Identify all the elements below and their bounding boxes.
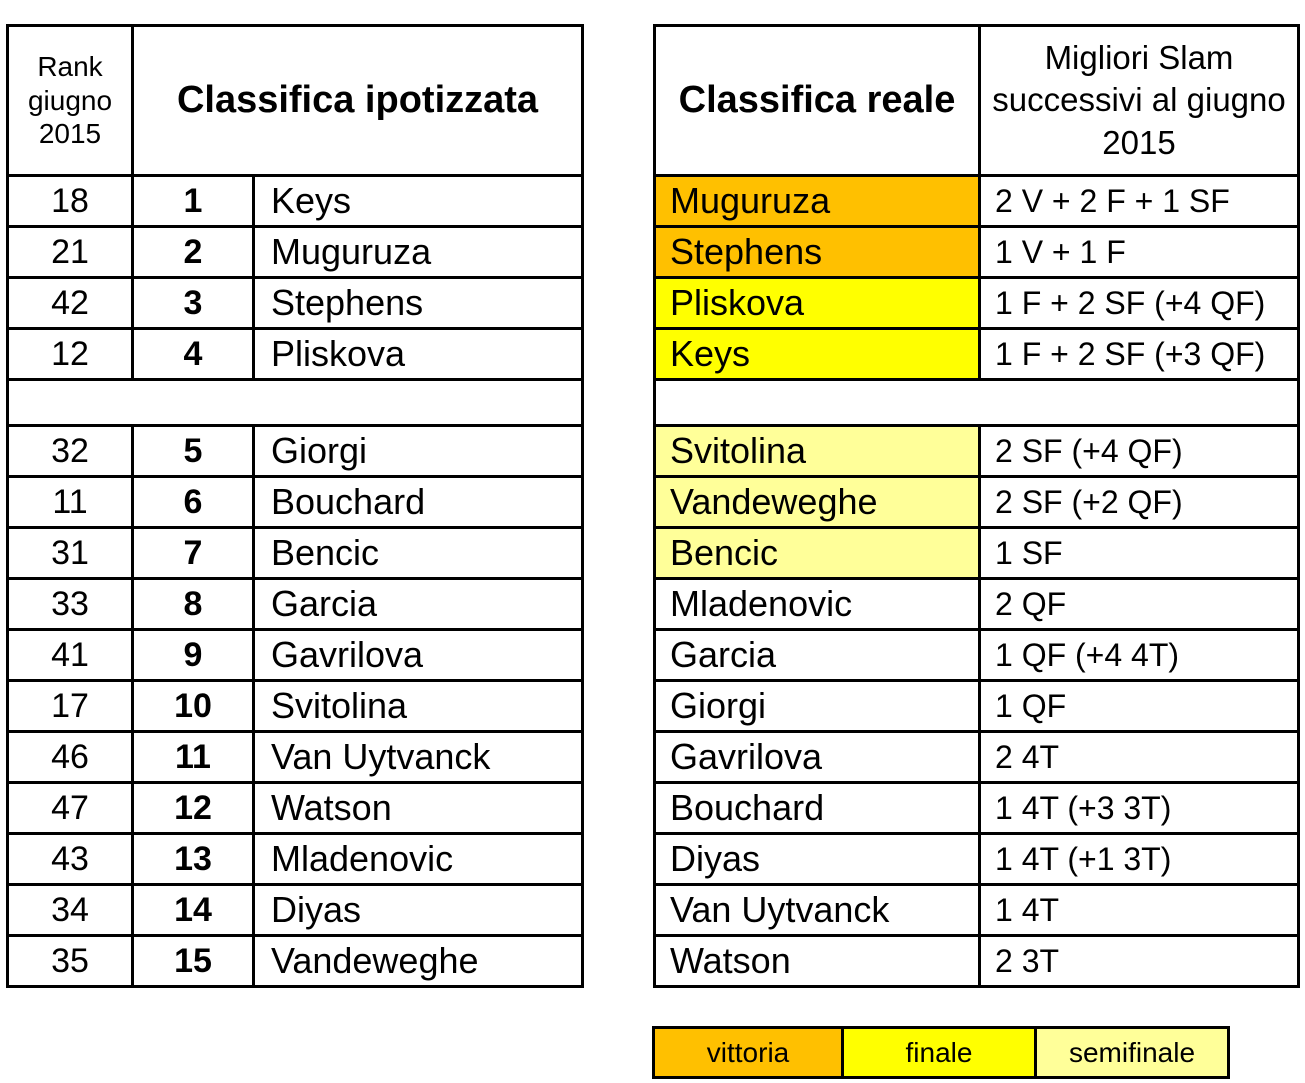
real-name-cell: Stephens <box>655 227 980 278</box>
player-name-cell: Vandeweghe <box>254 936 583 987</box>
slam-result-cell: 2 SF (+2 QF) <box>980 477 1299 528</box>
table-row <box>8 176 583 227</box>
player-name-cell: Garcia <box>254 579 583 630</box>
separator-row <box>655 380 1299 426</box>
slam-result-cell: 2 SF (+4 QF) <box>980 426 1299 477</box>
player-name-cell: Watson <box>254 783 583 834</box>
player-name-cell: Muguruza <box>254 227 583 278</box>
table-row <box>8 426 583 477</box>
hyp-rank-cell: 3 <box>133 278 254 329</box>
hyp-rank-cell: 14 <box>133 885 254 936</box>
table-row <box>655 278 1299 329</box>
june-rank-cell: 35 <box>8 936 133 987</box>
real-name-cell: Watson <box>655 936 980 987</box>
table-row <box>655 426 1299 477</box>
table-row <box>8 834 583 885</box>
real-name-cell: Vandeweghe <box>655 477 980 528</box>
table-row <box>8 528 583 579</box>
table-row <box>8 579 583 630</box>
table-row <box>8 936 583 987</box>
separator-cell <box>655 380 1299 426</box>
legend-row <box>654 1028 1229 1078</box>
table-row <box>8 278 583 329</box>
june-rank-cell: 18 <box>8 176 133 227</box>
classifica-ipotizzata-title: Classifica ipotizzata <box>133 26 583 176</box>
player-name-cell: Gavrilova <box>254 630 583 681</box>
june-rank-cell: 33 <box>8 579 133 630</box>
real-name-cell: Giorgi <box>655 681 980 732</box>
player-name-cell: Stephens <box>254 278 583 329</box>
table-row <box>655 834 1299 885</box>
table-row <box>655 176 1299 227</box>
highlight-legend <box>652 1026 1230 1079</box>
hyp-rank-cell: 10 <box>133 681 254 732</box>
player-name-cell: Mladenovic <box>254 834 583 885</box>
slam-result-cell: 1 4T (+3 3T) <box>980 783 1299 834</box>
june-rank-cell: 21 <box>8 227 133 278</box>
june-rank-cell: 41 <box>8 630 133 681</box>
player-name-cell: Diyas <box>254 885 583 936</box>
hypothesized-ranking-table <box>6 24 584 988</box>
player-name-cell: Bencic <box>254 528 583 579</box>
june-rank-cell: 43 <box>8 834 133 885</box>
hyp-rank-cell: 4 <box>133 329 254 380</box>
real-name-cell: Muguruza <box>655 176 980 227</box>
slam-result-cell: 2 V + 2 F + 1 SF <box>980 176 1299 227</box>
player-name-cell: Keys <box>254 176 583 227</box>
real-name-cell: Garcia <box>655 630 980 681</box>
hyp-rank-cell: 12 <box>133 783 254 834</box>
hyp-rank-cell: 2 <box>133 227 254 278</box>
hyp-rank-cell: 6 <box>133 477 254 528</box>
table-row <box>655 936 1299 987</box>
separator-row <box>8 380 583 426</box>
table-row <box>655 681 1299 732</box>
june-rank-cell: 31 <box>8 528 133 579</box>
rank-june-2015-header: Rank giugno 2015 <box>8 26 133 176</box>
real-name-cell: Diyas <box>655 834 980 885</box>
slam-result-cell: 2 QF <box>980 579 1299 630</box>
real-ranking-table <box>653 24 1300 988</box>
player-name-cell: Svitolina <box>254 681 583 732</box>
slam-result-cell: 1 F + 2 SF (+4 QF) <box>980 278 1299 329</box>
table-row <box>8 630 583 681</box>
left-table-header-row <box>8 26 583 176</box>
slam-result-cell: 1 QF <box>980 681 1299 732</box>
table-row <box>8 783 583 834</box>
table-row <box>655 227 1299 278</box>
slam-result-cell: 1 SF <box>980 528 1299 579</box>
hyp-rank-cell: 7 <box>133 528 254 579</box>
player-name-cell: Bouchard <box>254 477 583 528</box>
real-name-cell: Pliskova <box>655 278 980 329</box>
hyp-rank-cell: 9 <box>133 630 254 681</box>
june-rank-cell: 12 <box>8 329 133 380</box>
table-row <box>8 227 583 278</box>
table-row <box>8 329 583 380</box>
real-name-cell: Svitolina <box>655 426 980 477</box>
june-rank-cell: 11 <box>8 477 133 528</box>
player-name-cell: Van Uytvanck <box>254 732 583 783</box>
table-row <box>655 579 1299 630</box>
hyp-rank-cell: 11 <box>133 732 254 783</box>
table-row <box>655 477 1299 528</box>
june-rank-cell: 42 <box>8 278 133 329</box>
june-rank-cell: 32 <box>8 426 133 477</box>
june-rank-cell: 17 <box>8 681 133 732</box>
june-rank-cell: 34 <box>8 885 133 936</box>
table-row <box>8 681 583 732</box>
table-row <box>655 885 1299 936</box>
legend-item-semifinale: semifinale <box>1036 1028 1229 1078</box>
slam-result-cell: 2 3T <box>980 936 1299 987</box>
table-row <box>655 732 1299 783</box>
slam-result-cell: 1 QF (+4 4T) <box>980 630 1299 681</box>
real-name-cell: Bouchard <box>655 783 980 834</box>
hyp-rank-cell: 5 <box>133 426 254 477</box>
slam-result-cell: 2 4T <box>980 732 1299 783</box>
table-row <box>655 528 1299 579</box>
legend-item-finale: finale <box>843 1028 1036 1078</box>
real-name-cell: Gavrilova <box>655 732 980 783</box>
hyp-rank-cell: 8 <box>133 579 254 630</box>
real-name-cell: Bencic <box>655 528 980 579</box>
hyp-rank-cell: 1 <box>133 176 254 227</box>
slam-result-cell: 1 4T <box>980 885 1299 936</box>
migliori-slam-header: Migliori Slam successivi al giugno 2015 <box>980 26 1299 176</box>
table-row <box>8 885 583 936</box>
slam-result-cell: 1 4T (+1 3T) <box>980 834 1299 885</box>
real-name-cell: Mladenovic <box>655 579 980 630</box>
real-name-cell: Keys <box>655 329 980 380</box>
separator-cell <box>8 380 583 426</box>
table-row <box>8 732 583 783</box>
table-row <box>655 783 1299 834</box>
table-row <box>655 329 1299 380</box>
classifica-reale-title: Classifica reale <box>655 26 980 176</box>
real-name-cell: Van Uytvanck <box>655 885 980 936</box>
june-rank-cell: 46 <box>8 732 133 783</box>
slam-result-cell: 1 F + 2 SF (+3 QF) <box>980 329 1299 380</box>
hyp-rank-cell: 15 <box>133 936 254 987</box>
table-row <box>655 630 1299 681</box>
legend-item-vittoria: vittoria <box>654 1028 843 1078</box>
table-row <box>8 477 583 528</box>
player-name-cell: Giorgi <box>254 426 583 477</box>
player-name-cell: Pliskova <box>254 329 583 380</box>
slam-result-cell: 1 V + 1 F <box>980 227 1299 278</box>
june-rank-cell: 47 <box>8 783 133 834</box>
hyp-rank-cell: 13 <box>133 834 254 885</box>
right-table-header-row <box>655 26 1299 176</box>
